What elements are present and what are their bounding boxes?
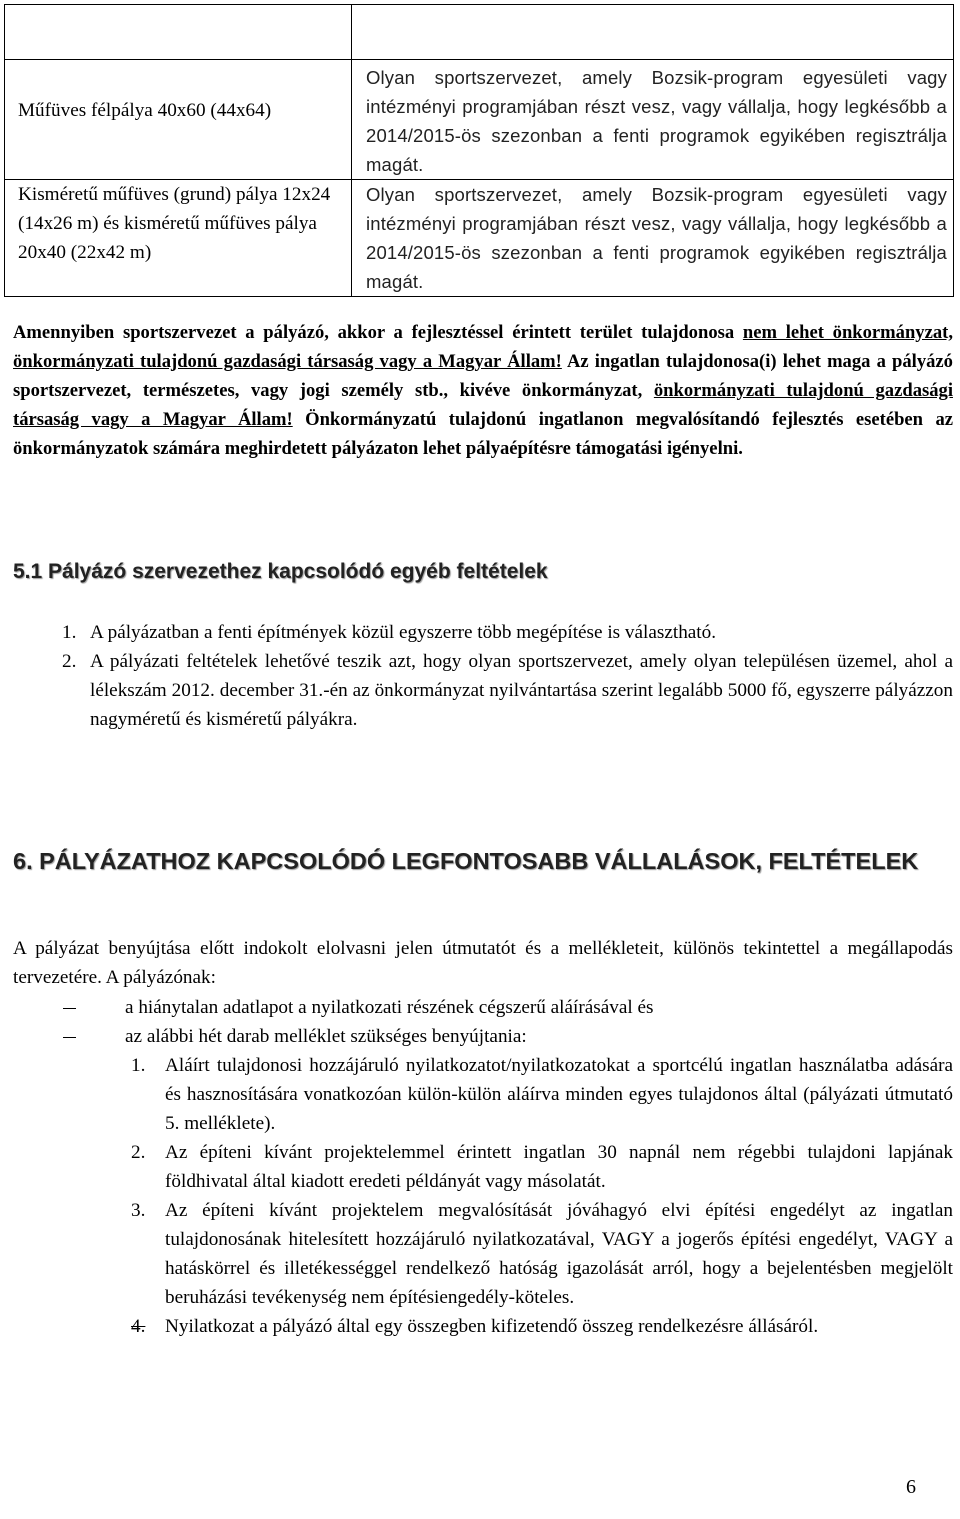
chapter-heading: 6. PÁLYÁZATHOZ KAPCSOLÓDÓ LEGFONTOSABB VÁLLALÁSOK, FELTÉTELEK [13,848,919,874]
notice-text: Amennyiben sportszervezet a pályázó, akkor a fejlesztéssel érintett terület tulajdonosa [13,322,743,343]
notice-text: Önkormányzatú tulajdonú ingatlanon megvalósítandó fejlesztés esetében az önkormányzatok számára meghirdetett pályázaton lehet pályaépítésre támogatási igényelni. [13,409,954,459]
list-item-text: A pályázatban a fenti építmények közül egyszerre több megépítése is választható. [90,622,717,643]
list-item-text: Nyilatkozat a pályázó által egy összegben kifizetendő összeg rendelkezésre állásáról. [165,1316,819,1337]
requirements-table [4,4,954,297]
table-header-cell-left [5,5,352,60]
eligibility-text: Olyan sportszervezet, amely Bozsik-program egyesületi vagy intézményi programjában részt vesz, vagy vállalja, hogy legkésőbb a 2014/2015-ös szezonban a fenti programok egyikében regisztrálja magát. [366,67,947,175]
list-item-text: A pályázati feltételek lehetővé teszik azt, hogy olyan sportszervezet, amely olyan településen üzemel, ahol a lélekszám 2012. december 31.-én az önkormányzat nyilvántartása szerint legalább 5000 fő, egyszerre pályázzon nagyméretű és kisméretű pályákra. [90,651,953,730]
ownership-notice [13,318,953,463]
attachments-list [13,1051,953,1341]
list-number: 1. [62,622,77,643]
bullet-list [13,993,953,1051]
notice-underlined-text: nem lehet önkormányzat, önkormányzati tulajdonú gazdasági társaság vagy a Magyar Állam! [13,322,953,372]
field-type-label: Kisméretű műfüves (grund) pálya 12x24 (14x26 m) és kisméretű műfüves pálya 20x40 (22x42 m) [18,184,331,263]
list-item-text: Aláírt tulajdonosi hozzájáruló nyilatkozatot/nyilatkozatokat a sportcélú ingatlan használatba adására és hasznosítására vonatkozóan külön-külön aláírva minden egyes tulajdonos által (pályázati útmutató 5. melléklete). [165,1055,953,1134]
list-number: 4. [131,1316,146,1337]
list-number: 3. [131,1200,146,1221]
section-heading: 5.1 Pályázó szervezethez kapcsolódó egyéb feltételek [13,560,548,583]
field-type-label: Műfüves félpálya 40x60 (44x64) [18,100,272,121]
conditions-list [13,618,953,734]
notice-text: Az ingatlan tulajdonosa(i) lehet maga a pályázó sportszervezet, természetes, vagy jogi személy stb., kivéve önkormányzat, [13,351,953,401]
eligibility-text: Olyan sportszervezet, amely Bozsik-program egyesületi vagy intézményi programjában részt vesz, vagy vállalja, hogy legkésőbb a 2014/2015-ös szezonban a fenti programok egyikében regisztrálja magát. [366,184,947,292]
list-number: 1. [131,1055,146,1076]
dash-bullet-icon [63,1008,76,1009]
list-item [13,1138,953,1196]
table-row [5,180,954,297]
table-cell [352,60,954,180]
list-item-text: az alábbi hét darab melléklet szükséges benyújtania: [125,1026,527,1047]
table-cell [5,60,352,180]
dash-bullet-icon [63,1037,76,1038]
list-item-text: a hiánytalan adatlapot a nyilatkozati részének cégszerű aláírásával és [125,997,654,1018]
list-item [13,1051,953,1138]
notice-underlined-text: önkormányzati tulajdonú gazdasági társaság vagy a Magyar Állam! [13,380,953,430]
list-item [13,618,953,647]
list-item [13,993,953,1022]
list-number: 2. [62,651,77,672]
list-item [13,1022,953,1051]
list-item-text: Az építeni kívánt projektelemmel érintett ingatlan 30 napnál nem régebbi tulajdoni lapjának földhivatal által kiadott eredeti példányát vagy másolatát. [165,1142,953,1192]
page-number: 6 [906,1476,916,1498]
list-number: 2. [131,1142,146,1163]
table-cell [352,180,954,297]
table-cell [5,180,352,297]
intro-paragraph: A pályázat benyújtása előtt indokolt elolvasni jelen útmutatót és a mellékleteit, különös tekintettel a megállapodás tervezetére. A pályázónak: [13,938,953,988]
table-header-cell-right [352,5,954,60]
table-row [5,60,954,180]
list-item [13,647,953,734]
list-item-text: Az építeni kívánt projektelem megvalósítását jóváhagyó elvi építési engedélyt az ingatlan tulajdonosának hitelesített hozzájáruló nyilatkozatával, VAGY a jogerős építési engedélyt, VAGY a hatáskörrel és illetékességgel rendelkező hatóság igazolását arról, hogy a bejelentésben megjelölt beruházási tevékenység nem építésiengedély-köteles. [165,1200,953,1308]
list-item [13,1196,953,1312]
list-item [13,1312,953,1341]
table-row [5,5,954,60]
